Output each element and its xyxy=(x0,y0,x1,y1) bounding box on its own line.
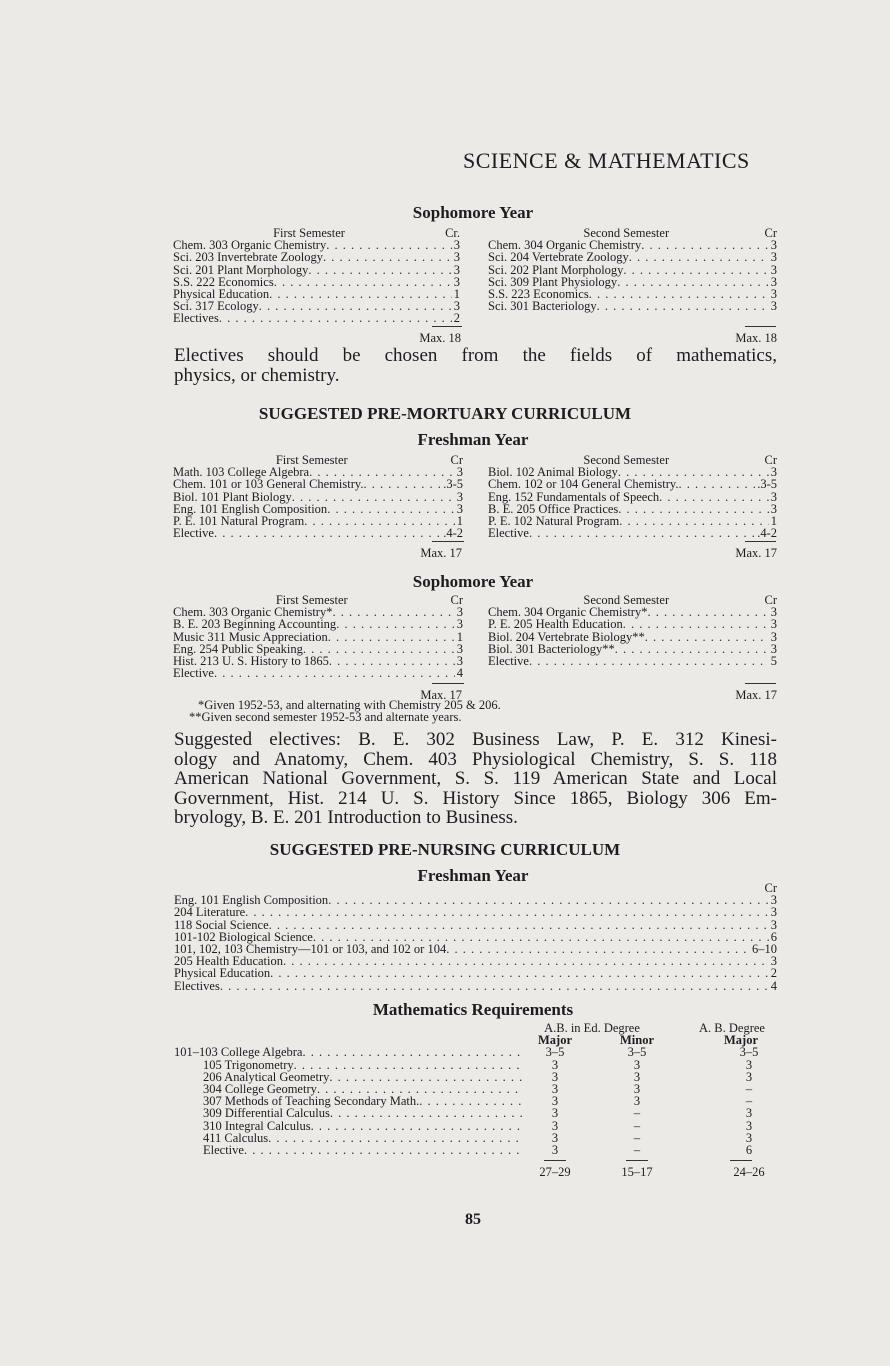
max-credits: Max. 18 xyxy=(735,331,777,345)
credits-major: 3 xyxy=(551,1081,559,1096)
sophomore-year-heading: Sophomore Year xyxy=(412,203,534,222)
course-credits: 3 xyxy=(453,238,460,253)
footnote-2: **Given second semester 1952-53 and alternate years. xyxy=(189,710,462,724)
course-name: Chem. 304 Organic Chemistry xyxy=(488,238,642,253)
credits-major: 3 xyxy=(551,1057,559,1072)
course-credits: 3 xyxy=(770,917,777,932)
course-credits: 3 xyxy=(453,250,460,265)
course-name: Chem. 303 Organic Chemistry xyxy=(173,238,327,253)
dot-leader xyxy=(615,643,769,655)
dot-leader xyxy=(214,667,455,679)
credit-label: Cr xyxy=(764,453,777,467)
dot-leader xyxy=(619,515,769,527)
dot-leader xyxy=(529,527,755,539)
dot-leader xyxy=(623,618,769,630)
ab-ed-degree-header: A.B. in Ed. Degree xyxy=(544,1021,640,1035)
course-name: Music 311 Music Appreciation xyxy=(173,629,328,644)
credit-label: Cr xyxy=(764,593,777,607)
semester-heading: Second Semester xyxy=(583,226,670,240)
course-row xyxy=(488,655,777,667)
mortuary-fresh-second-semester xyxy=(488,454,777,539)
course-name: 205 Health Education xyxy=(174,954,283,969)
credits-minor: 3 xyxy=(633,1057,641,1072)
math-course xyxy=(203,1144,523,1156)
dot-leader xyxy=(597,300,769,312)
course-credits: 3 xyxy=(770,250,777,265)
nursing-course-list xyxy=(174,882,777,992)
course-credits: 3 xyxy=(770,299,777,314)
course-name: Physical Education xyxy=(174,966,271,981)
ab-major-column-header: Major xyxy=(723,1033,758,1048)
total-major: 27–29 xyxy=(539,1165,571,1180)
course-name: Eng. 254 Public Speaking xyxy=(173,641,303,656)
max-credits: Max. 17 xyxy=(735,688,777,702)
credit-label: Cr xyxy=(450,593,463,607)
dot-leader xyxy=(269,288,452,300)
math-requirement-row xyxy=(0,1120,890,1132)
credits-minor: 3 xyxy=(633,1069,641,1084)
credits-minor: 3 xyxy=(633,1081,641,1096)
course-credits: 3 xyxy=(770,954,777,969)
credits-ab: 3 xyxy=(745,1118,753,1133)
credit-label: Cr xyxy=(450,453,463,467)
course-row xyxy=(488,264,777,276)
course-credits: 3 xyxy=(453,274,460,289)
course-credits: 3 xyxy=(770,605,777,620)
semester-heading: First Semester xyxy=(275,453,348,467)
course-name: Sci. 202 Plant Morphology xyxy=(488,262,624,277)
course-name: S.S. 222 Economics xyxy=(173,274,274,289)
course-row xyxy=(488,618,777,630)
credits-major: 3 xyxy=(551,1106,559,1121)
course-name: Physical Education xyxy=(173,286,270,301)
credits-ab: 3–5 xyxy=(739,1045,759,1060)
credits-minor: – xyxy=(633,1118,641,1133)
dot-leader xyxy=(268,1132,523,1144)
math-requirement-row xyxy=(0,1071,890,1083)
course-credits: 1 xyxy=(456,513,463,528)
math-course-name: 309 Differential Calculus xyxy=(203,1106,330,1121)
course-row xyxy=(488,300,777,312)
credits-minor: 3–5 xyxy=(627,1045,647,1060)
course-name: Sci. 309 Plant Physiology xyxy=(488,274,618,289)
course-credits: 4 xyxy=(456,666,463,681)
math-course-name: 310 Integral Calculus xyxy=(203,1118,311,1133)
math-course-name: Elective xyxy=(203,1142,244,1157)
course-credits: 1 xyxy=(456,629,463,644)
sci-soph-first-semester xyxy=(173,227,460,325)
course-name: Elective xyxy=(488,526,529,541)
minor-column-header: Minor xyxy=(619,1033,655,1048)
course-row xyxy=(173,618,463,630)
course-name: Biol. 101 Plant Biology xyxy=(173,489,292,504)
math-course xyxy=(174,1046,523,1058)
course-credits: 3 xyxy=(770,274,777,289)
dot-leader xyxy=(269,919,769,931)
dot-leader xyxy=(311,1120,523,1132)
course-row xyxy=(173,251,460,263)
course-credits: .4-2 xyxy=(757,526,777,541)
course-credits: 3 xyxy=(456,617,463,632)
course-name: Hist. 213 U. S. History to 1865 xyxy=(173,653,329,668)
dot-leader xyxy=(589,288,769,300)
credit-label: Cr xyxy=(764,226,777,240)
dot-leader xyxy=(259,300,452,312)
course-row xyxy=(488,631,777,643)
course-name: Sci. 203 Invertebrate Zoology xyxy=(173,250,323,265)
dot-leader xyxy=(327,503,455,515)
course-row xyxy=(173,264,460,276)
math-course xyxy=(203,1107,523,1119)
dot-leader xyxy=(328,631,455,643)
course-credits: .3-5 xyxy=(757,477,777,492)
semester-heading: First Semester xyxy=(273,226,345,240)
course-name: B. E. 205 Office Practices xyxy=(488,501,619,516)
freshman-year-heading: Freshman Year xyxy=(417,866,529,885)
dot-leader xyxy=(274,276,452,288)
dot-leader xyxy=(304,515,455,527)
course-row xyxy=(174,919,777,931)
credits-major: 3 xyxy=(551,1142,559,1157)
credits-major: 3 xyxy=(551,1130,559,1145)
credits-minor: – xyxy=(633,1106,641,1121)
dot-leader xyxy=(618,503,768,515)
credits-ab: – xyxy=(745,1094,753,1109)
dot-leader xyxy=(219,312,452,324)
math-requirement-row xyxy=(0,1132,890,1144)
semester-heading: Second Semester xyxy=(583,453,670,467)
dot-leader xyxy=(332,606,454,618)
max-credits: Max. 17 xyxy=(420,546,462,560)
math-requirements-heading: Mathematics Requirements xyxy=(372,1000,574,1019)
course-credits: 4 xyxy=(770,978,777,993)
course-credits: 3 xyxy=(770,501,777,516)
course-name: Elective xyxy=(488,653,529,668)
dot-leader xyxy=(419,1095,523,1107)
credit-label: Cr xyxy=(764,881,777,895)
total-minor: 15–17 xyxy=(621,1165,653,1180)
course-name: 101, 102, 103 Chemistry—101 or 103, and 102 or 104 xyxy=(174,941,447,956)
dot-leader xyxy=(328,894,769,906)
course-credits: 1 xyxy=(770,513,777,528)
course-credits: 3 xyxy=(456,605,463,620)
course-row xyxy=(488,643,777,655)
max-credits: Max. 17 xyxy=(420,688,462,702)
course-row xyxy=(488,491,777,503)
dot-leader xyxy=(529,655,769,667)
course-name: P. E. 205 Health Education xyxy=(488,617,623,632)
credits-ab: 3 xyxy=(745,1057,753,1072)
course-name: Chem. 101 or 103 General Chemistry. xyxy=(173,477,364,492)
course-name: Biol. 102 Animal Biology xyxy=(488,465,618,480)
course-credits: 3 xyxy=(456,641,463,656)
major-column-header: Major xyxy=(537,1033,572,1048)
dot-leader xyxy=(294,1059,523,1071)
course-credits: 3 xyxy=(770,262,777,277)
math-course-name: 206 Analytical Geometry xyxy=(203,1069,330,1084)
math-course-name: 411 Calculus xyxy=(203,1130,269,1145)
course-name: Chem. 102 or 104 General Chemistry. xyxy=(488,477,679,492)
course-name: Sci. 204 Vertebrate Zoology xyxy=(488,250,629,265)
math-course-name: 101–103 College Algebra xyxy=(174,1045,303,1060)
dot-leader xyxy=(629,251,769,263)
course-name: Biol. 301 Bacteriology** xyxy=(488,641,615,656)
dot-leader xyxy=(329,1071,523,1083)
course-name: Elective xyxy=(173,666,214,681)
course-row xyxy=(488,527,777,539)
course-name: Math. 103 College Algebra xyxy=(173,465,310,480)
course-name: 101-102 Biological Science xyxy=(174,929,313,944)
dot-leader xyxy=(308,264,451,276)
course-row xyxy=(173,515,463,527)
dot-leader xyxy=(292,491,455,503)
dot-leader xyxy=(641,239,769,251)
math-course xyxy=(203,1120,523,1132)
credits-minor: – xyxy=(633,1130,641,1145)
course-row xyxy=(173,655,463,667)
pre-mortuary-heading: SUGGESTED PRE-MORTUARY CURRICULUM xyxy=(258,404,632,423)
course-name: Eng. 101 English Composition xyxy=(174,893,329,908)
electives-note: Electives should be chosen from the fields of mathematics, physics, or chemistry. xyxy=(174,345,777,386)
page-number: 85 xyxy=(465,1211,481,1228)
course-credits: 6–10 xyxy=(752,941,777,956)
credits-major: 3 xyxy=(551,1069,559,1084)
course-row xyxy=(173,491,463,503)
ab-degree-header: A. B. Degree xyxy=(699,1021,765,1035)
course-name: B. E. 203 Beginning Accounting xyxy=(173,617,337,632)
dot-leader xyxy=(363,478,441,490)
course-row xyxy=(174,894,777,906)
dot-leader xyxy=(245,906,769,918)
mortuary-fresh-first-semester xyxy=(173,454,463,539)
course-row xyxy=(173,631,463,643)
dot-leader xyxy=(446,943,750,955)
dot-leader xyxy=(647,606,768,618)
math-requirement-row xyxy=(0,1046,890,1058)
course-name: Chem. 303 Organic Chemistry* xyxy=(173,605,333,620)
semester-heading: First Semester xyxy=(275,593,348,607)
credits-major: 3 xyxy=(551,1118,559,1133)
math-requirement-row xyxy=(0,1107,890,1119)
dot-leader xyxy=(214,527,441,539)
dot-leader xyxy=(330,1107,523,1119)
math-requirement-row xyxy=(0,1144,890,1156)
math-requirement-row xyxy=(0,1083,890,1095)
course-name: Biol. 204 Vertebrate Biology** xyxy=(488,629,645,644)
credit-label: Cr. xyxy=(445,226,460,240)
dot-leader xyxy=(326,239,452,251)
total-ab: 24–26 xyxy=(733,1165,765,1180)
dot-leader xyxy=(302,1046,523,1058)
max-credits: Max. 17 xyxy=(735,546,777,560)
credits-ab: 3 xyxy=(745,1069,753,1084)
freshman-year-heading: Freshman Year xyxy=(417,430,529,449)
course-row xyxy=(488,251,777,263)
course-credits: 1 xyxy=(453,286,460,301)
math-course-name: 307 Methods of Teaching Secondary Math. xyxy=(203,1094,420,1109)
course-credits: 3 xyxy=(770,465,777,480)
sophomore-year-heading: Sophomore Year xyxy=(412,572,534,591)
math-course xyxy=(203,1132,523,1144)
course-credits: 3 xyxy=(456,465,463,480)
course-credits: 3 xyxy=(456,489,463,504)
credits-ab: – xyxy=(745,1081,753,1096)
footnote-1: *Given 1952-53, and alternating with Chemistry 205 & 206. xyxy=(198,698,501,712)
math-requirement-row xyxy=(0,1059,890,1071)
sci-soph-second-semester xyxy=(488,227,777,312)
course-name: P. E. 101 Natural Program xyxy=(173,513,305,528)
dot-leader xyxy=(623,264,768,276)
course-credits: 3 xyxy=(770,489,777,504)
running-header: SCIENCE & MATHEMATICS xyxy=(463,148,750,173)
math-course-name: 304 College Geometry xyxy=(203,1081,317,1096)
credits-minor: 3 xyxy=(633,1094,641,1109)
pre-nursing-heading: SUGGESTED PRE-NURSING CURRICULUM xyxy=(269,840,621,859)
course-credits: 2 xyxy=(453,311,460,326)
course-credits: 2 xyxy=(770,966,777,981)
semester-heading: Second Semester xyxy=(583,593,670,607)
course-row xyxy=(488,478,777,490)
dot-leader xyxy=(244,1144,523,1156)
dot-leader xyxy=(323,251,452,263)
course-credits: 6 xyxy=(770,929,777,944)
course-credits: .4-2 xyxy=(443,526,463,541)
mortuary-soph-first-semester xyxy=(173,594,463,679)
math-requirements-table xyxy=(0,1022,890,1178)
course-name: Electives xyxy=(174,978,220,993)
course-name: Electives xyxy=(173,311,219,326)
credits-ab: 6 xyxy=(745,1142,753,1157)
credits-minor: – xyxy=(633,1142,641,1157)
math-requirement-row xyxy=(0,1095,890,1107)
dot-leader xyxy=(659,491,769,503)
max-credits: Max. 18 xyxy=(419,331,461,345)
course-name: Eng. 152 Fundamentals of Speech xyxy=(488,489,660,504)
suggested-electives-paragraph: Suggested electives: B. E. 302 Business Law, P. E. 312 Kinesi- ology and Anatomy, Chem. 403 Physiological Chemistry, S. S. 118 American National Government, S. S. 119 American State and Local Government, Hist. 214 U. S. History Since 1865, Biology 306 Em- bryology, B. E. 201 Introduction to Business. xyxy=(174,729,777,828)
course-row xyxy=(173,667,463,679)
course-name: Eng. 101 English Composition xyxy=(173,501,328,516)
course-row xyxy=(174,967,777,979)
dot-leader xyxy=(270,967,769,979)
dot-leader xyxy=(678,478,755,490)
dot-leader xyxy=(329,655,455,667)
course-credits: 3 xyxy=(456,653,463,668)
course-credits: 3 xyxy=(770,893,777,908)
course-name: Sci. 201 Plant Morphology xyxy=(173,262,309,277)
dot-leader xyxy=(336,618,455,630)
course-credits: 5 xyxy=(770,653,777,668)
course-name: Sci. 317 Ecology xyxy=(173,299,259,314)
course-credits: 3 xyxy=(770,905,777,920)
credits-major: 3–5 xyxy=(545,1045,565,1060)
course-credits: 3 xyxy=(453,262,460,277)
credits-ab: 3 xyxy=(745,1130,753,1145)
dot-leader xyxy=(283,955,769,967)
course-name: Chem. 304 Organic Chemistry* xyxy=(488,605,648,620)
course-credits: 3 xyxy=(456,501,463,516)
course-row xyxy=(173,478,463,490)
course-row xyxy=(174,906,777,918)
course-credits: 3 xyxy=(770,641,777,656)
dot-leader xyxy=(617,276,769,288)
course-credits: 3 xyxy=(770,629,777,644)
course-row xyxy=(488,515,777,527)
course-name: 204 Literature xyxy=(174,905,246,920)
course-name: Elective xyxy=(173,526,214,541)
course-credits: 3 xyxy=(770,286,777,301)
dot-leader xyxy=(645,631,769,643)
course-name: Sci. 301 Bacteriology xyxy=(488,299,597,314)
course-name: S.S. 223 Economics xyxy=(488,286,589,301)
course-credits: 3 xyxy=(770,617,777,632)
credits-ab: 3 xyxy=(745,1106,753,1121)
course-row xyxy=(174,980,777,992)
credits-major: 3 xyxy=(551,1094,559,1109)
course-row xyxy=(173,527,463,539)
course-name: 118 Social Science xyxy=(174,917,269,932)
mortuary-soph-second-semester xyxy=(488,594,777,667)
course-credits: 3 xyxy=(453,299,460,314)
math-course-name: 105 Trigonometry xyxy=(203,1057,294,1072)
dot-leader xyxy=(220,980,769,992)
course-credits: 3 xyxy=(770,238,777,253)
course-credits: .3-5 xyxy=(443,477,463,492)
math-course xyxy=(203,1059,523,1071)
course-name: P. E. 102 Natural Program xyxy=(488,513,620,528)
course-row xyxy=(173,312,460,324)
